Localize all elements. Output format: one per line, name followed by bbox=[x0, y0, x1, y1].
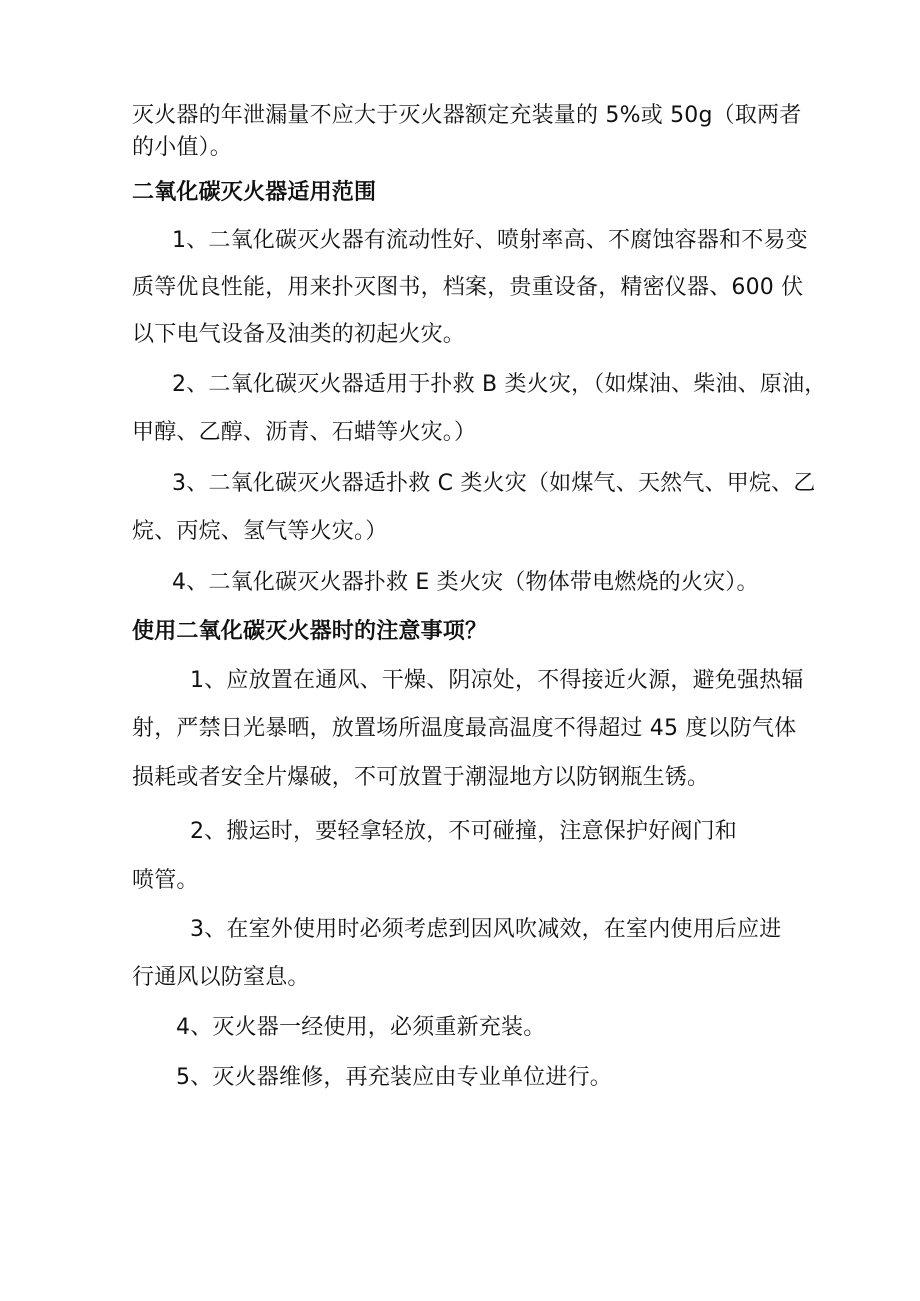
intro-line-1: 灭火器的年泄漏量不应大于灭火器额定充装量的 5%或 50g（取两者 bbox=[132, 103, 802, 128]
scope-item-1-line-3: 以下电气设备及油类的初起火灾。 bbox=[132, 322, 466, 347]
scope-item-1-line-1: 1、二氧化碳灭火器有流动性好、喷射率高、不腐蚀容器和不易变 bbox=[172, 228, 808, 253]
scope-item-4-line-1: 4、二氧化碳灭火器扑救 E 类火灾（物体带电燃烧的火灾）。 bbox=[172, 570, 759, 595]
scope-item-2-line-1: 2、二氧化碳灭火器适用于扑救 B 类火灾，（如煤油、柴油、原油， bbox=[172, 372, 827, 397]
scope-item-2-line-2: 甲醇、乙醇、沥青、石蜡等火灾。） bbox=[132, 420, 477, 445]
scope-item-3-line-2: 烷、丙烷、氢气等火灾。） bbox=[132, 519, 388, 544]
precaution-item-2-line-2: 喷管。 bbox=[132, 868, 199, 893]
precaution-item-4-line-1: 4、灭火器一经使用，必须重新充装。 bbox=[176, 1015, 546, 1040]
section-heading-precautions: 使用二氧化碳灭火器时的注意事项？ bbox=[132, 619, 488, 644]
precaution-item-3-line-1: 3、在室外使用时必须考虑到因风吹减效，在室内使用后应进 bbox=[190, 917, 782, 942]
scope-item-1-line-2: 质等优良性能，用来扑灭图书，档案，贵重设备，精密仪器、600 伏 bbox=[132, 275, 804, 300]
scope-item-3-line-1: 3、二氧化碳灭火器适扑救 C 类火灾（如煤气、天然气、甲烷、乙 bbox=[172, 471, 816, 496]
precaution-item-5-line-1: 5、灭火器维修，再充装应由专业单位进行。 bbox=[176, 1065, 612, 1090]
section-heading-scope: 二氧化碳灭火器适用范围 bbox=[132, 180, 377, 205]
precaution-item-1-line-1: 1、应放置在通风、干燥、阴凉处，不得接近火源，避免强热辐 bbox=[190, 668, 804, 693]
precaution-item-1-line-2: 射，严禁日光暴晒，放置场所温度最高温度不得超过 45 度以防气体 bbox=[132, 716, 797, 741]
precaution-item-2-line-1: 2、搬运时，要轻拿轻放，不可碰撞，注意保护好阀门和 bbox=[190, 819, 737, 844]
intro-line-2: 的小值）。 bbox=[132, 135, 233, 160]
precaution-item-1-line-3: 损耗或者安全片爆破，不可放置于潮湿地方以防钢瓶生锈。 bbox=[132, 765, 710, 790]
precaution-item-3-line-2: 行通风以防窒息。 bbox=[132, 965, 310, 990]
